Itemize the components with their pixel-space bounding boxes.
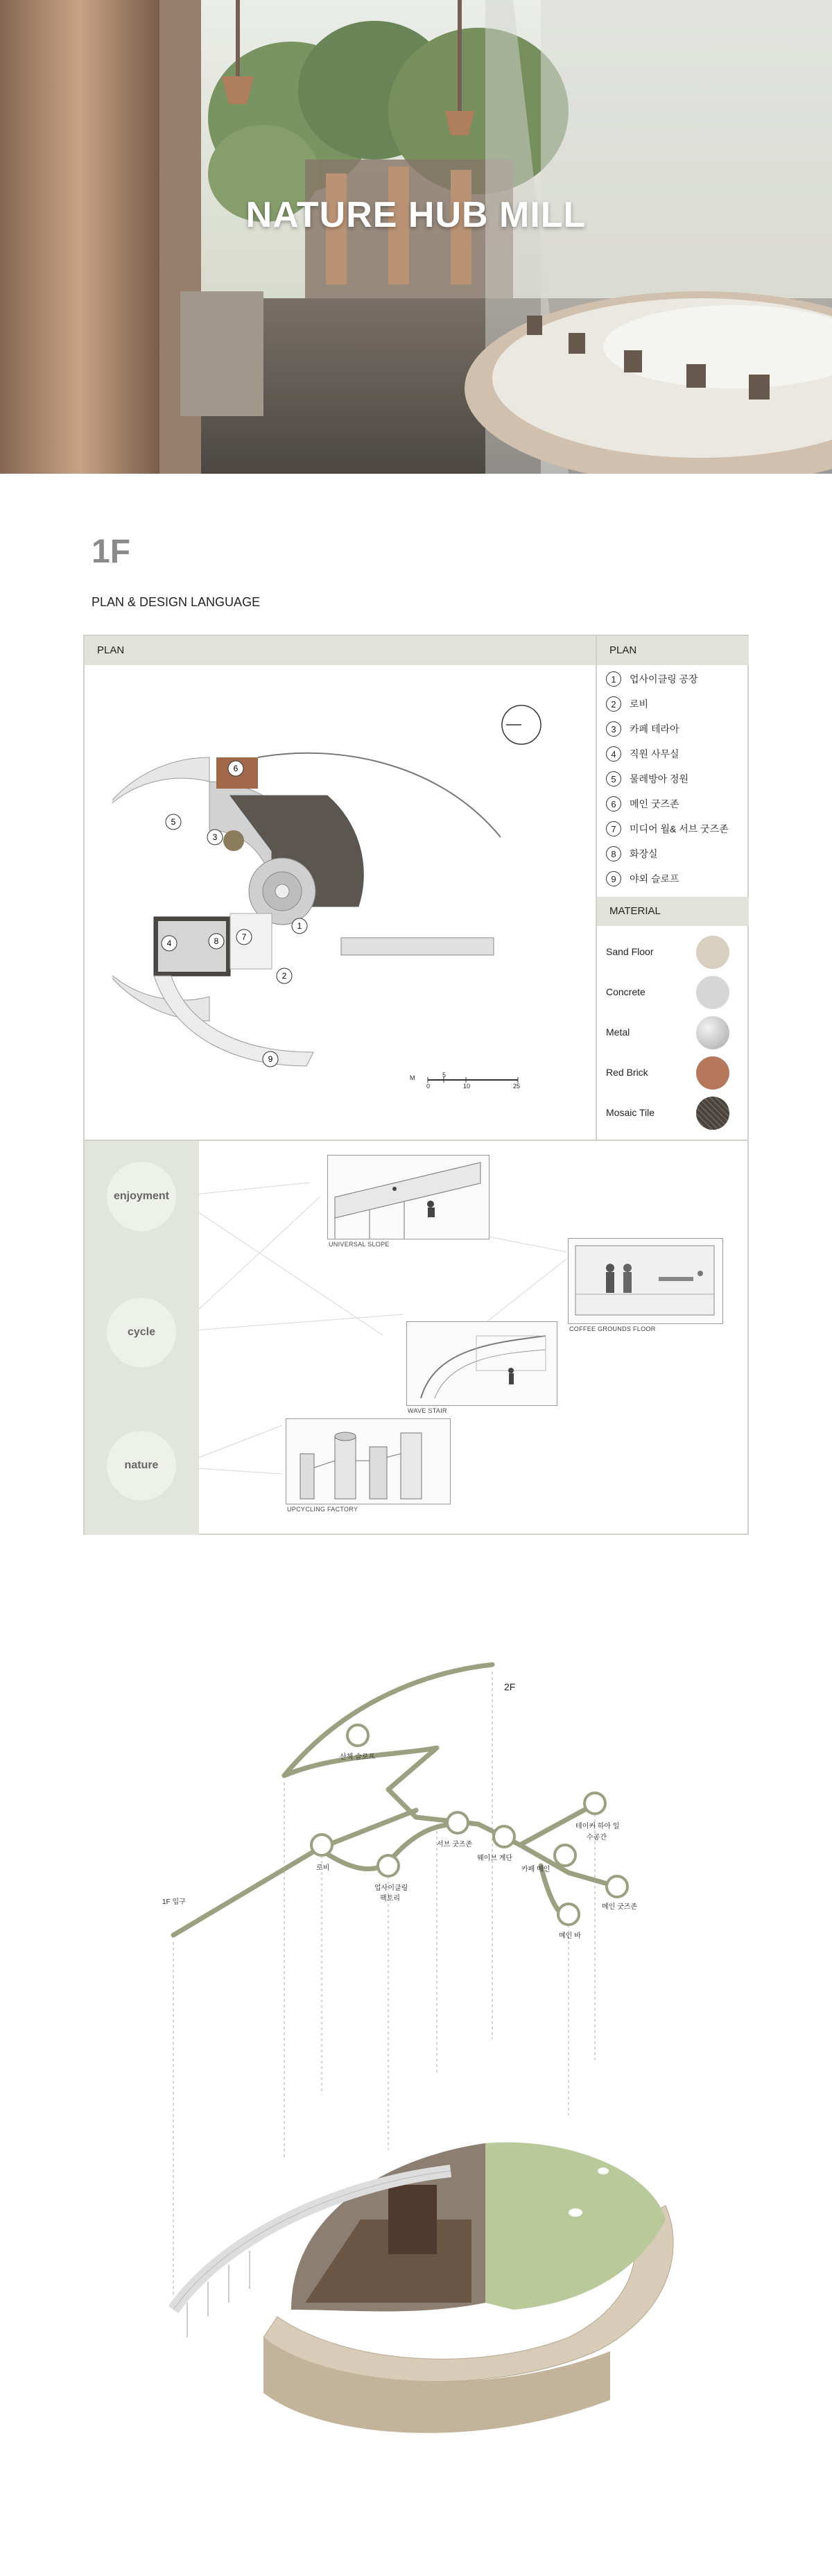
legend-label: 화장실 — [630, 848, 658, 859]
node-lobby — [311, 1835, 332, 1855]
material-header: MATERIAL — [597, 897, 749, 926]
scale-bar — [428, 1077, 518, 1083]
concept-nature: nature — [107, 1431, 176, 1500]
legend-label: 업사이클링 공장 — [630, 673, 698, 685]
sketch-universal-slope — [327, 1155, 489, 1239]
concept-sidebar — [85, 1141, 199, 1535]
material-swatch — [696, 1056, 729, 1090]
svg-text:1: 1 — [297, 921, 302, 931]
legend-label: 물레방아 정원 — [630, 773, 689, 784]
legend-number: 9 — [606, 871, 621, 886]
scale-tick: 0 — [426, 1083, 431, 1090]
sketch-caption: WAVE STAIR — [408, 1407, 447, 1414]
legend-number: 7 — [606, 821, 621, 836]
node-waterwheel — [584, 1793, 605, 1814]
scale-tick: 5 — [442, 1072, 447, 1079]
legend-item — [606, 671, 698, 687]
flow-label: 팩토리 — [380, 1895, 400, 1903]
svg-text:3: 3 — [212, 832, 218, 842]
flow-label: 테이커 하아 일 — [575, 1823, 620, 1830]
material-item — [606, 1056, 745, 1090]
legend-item — [606, 821, 729, 836]
legend-label: 미디어 월& 서브 굿즈존 — [630, 823, 729, 834]
sketch-upcycling-factory — [286, 1418, 451, 1504]
node-maingoods — [607, 1876, 627, 1897]
legend-item — [606, 696, 648, 712]
floor-label: 1F — [92, 533, 131, 570]
sketch-caption: COFFEE GROUNDS FLOOR — [569, 1325, 656, 1332]
material-label: Sand Floor — [606, 946, 654, 957]
svg-text:8: 8 — [214, 936, 219, 946]
svg-text:2: 2 — [281, 971, 287, 981]
flow-label: 메인 굿즈존 — [602, 1903, 638, 1911]
hero-render — [0, 0, 832, 474]
material-swatch — [696, 936, 729, 969]
legend-label: 메인 굿즈존 — [630, 798, 679, 809]
flow-label: 산책 슬로프 — [340, 1753, 376, 1761]
concept-cycle: cycle — [107, 1298, 176, 1367]
material-item — [606, 1096, 745, 1131]
svg-text:4: 4 — [166, 938, 172, 948]
panel-divider — [596, 636, 597, 1141]
svg-text:6: 6 — [233, 764, 239, 773]
sketch-caption: UNIVERSAL SLOPE — [329, 1241, 390, 1248]
scale-unit: M — [410, 1074, 415, 1081]
material-swatch — [696, 1016, 729, 1049]
node-upcycle — [378, 1855, 399, 1876]
svg-text:9: 9 — [268, 1054, 273, 1064]
legend-number: 6 — [606, 796, 621, 812]
legend-number: 1 — [606, 671, 621, 687]
legend-label: 카페 테라아 — [630, 723, 679, 735]
sketch-caption: UPCYCLING FACTORY — [287, 1506, 358, 1513]
legend-item — [606, 721, 679, 737]
node-slope — [347, 1725, 368, 1746]
sketch-coffee-grounds-floor — [568, 1238, 723, 1324]
legend-number: 2 — [606, 696, 621, 712]
material-item — [606, 975, 745, 1010]
flow-label: 1F 입구 — [162, 1898, 186, 1906]
material-label: Mosaic Tile — [606, 1107, 655, 1118]
legend-item — [606, 871, 679, 886]
plan-header: PLAN — [85, 636, 596, 665]
circulation-diagram — [0, 1616, 832, 2448]
legend-number: 3 — [606, 721, 621, 737]
sketch-wave-stair — [406, 1321, 557, 1406]
legend-item — [606, 746, 679, 762]
flow-label: 수공간 — [587, 1834, 607, 1841]
section-title: PLAN & DESIGN LANGUAGE — [92, 595, 261, 609]
legend-item — [606, 771, 688, 787]
legend-label: 직원 사무실 — [630, 748, 679, 759]
legend-item — [606, 846, 658, 861]
legend-label: 로비 — [630, 698, 649, 710]
legend-number: 4 — [606, 746, 621, 762]
material-label: Red Brick — [606, 1067, 648, 1078]
flow-label: 로비 — [316, 1864, 330, 1872]
material-label: Concrete — [606, 986, 645, 997]
floor-plan — [112, 678, 584, 1128]
hero-title: NATURE HUB MILL — [245, 195, 587, 235]
scale-tick: 25 — [513, 1083, 521, 1090]
material-item — [606, 1015, 745, 1050]
node-stair — [494, 1826, 514, 1847]
flow-label: 웨이브 계단 — [477, 1855, 513, 1862]
flow-2f-label: 2F — [504, 1681, 516, 1692]
scale-tick: 10 — [463, 1083, 471, 1090]
svg-text:7: 7 — [241, 932, 247, 942]
node-cafe — [555, 1845, 575, 1866]
legend-header: PLAN — [597, 636, 749, 665]
hero-image — [0, 0, 832, 474]
flow-label: 메인 바 — [559, 1932, 581, 1940]
concept-enjoyment: enjoyment — [107, 1162, 176, 1231]
flow-label: 서브 굿즈존 — [437, 1841, 473, 1848]
svg-text:5: 5 — [171, 817, 176, 827]
plan-panel — [83, 635, 749, 1535]
legend-number: 8 — [606, 846, 621, 861]
flow-label: 카페 메인 — [521, 1866, 551, 1873]
flow-label: 업사이클링 — [374, 1884, 408, 1892]
legend-label: 야외 슬로프 — [630, 873, 679, 884]
material-swatch — [696, 976, 729, 1009]
material-item — [606, 935, 745, 970]
material-swatch — [696, 1097, 729, 1130]
node-subgoods — [447, 1812, 468, 1833]
node-mainbar — [558, 1904, 579, 1925]
material-label: Metal — [606, 1027, 630, 1038]
legend-item — [606, 796, 679, 812]
legend-number: 5 — [606, 771, 621, 787]
